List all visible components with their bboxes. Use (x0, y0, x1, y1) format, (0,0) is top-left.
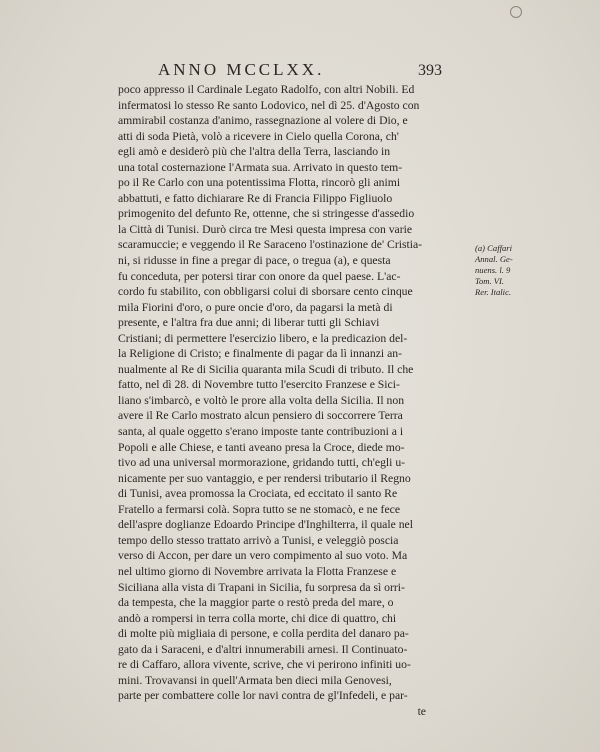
stain-mark (510, 6, 522, 18)
text-line: primogenito del defunto Re, ottenne, che si stringesse d'assedio (118, 207, 415, 221)
margin-note-line: Tom. VI. (475, 276, 505, 286)
text-line: fu conceduta, per potersi tirar con onore da quel paese. L'ac- (118, 269, 401, 283)
text-line: la Religione di Cristo; e finalmente di pagar da lì innanzi an- (118, 347, 402, 361)
text-line: di Tunisi, avea promossa la Crociata, ed eccitato il santo Re (118, 487, 398, 501)
text-line: la Città di Tunisi. Durò circa tre Mesi questa impresa con varie (118, 222, 413, 236)
text-line: abbattuti, e fatto dichiarare Re di Francia Filippo Figliuolo (118, 191, 393, 205)
catchword: te (417, 704, 426, 718)
margin-note-line: nuens. l. 9 (475, 265, 511, 275)
text-line: po il Re Carlo con una potentissima Flotta, rincorò gli animi (118, 176, 401, 190)
text-line: presente, e l'altra fra due anni; di liberar tutti gli Schiavi (118, 316, 380, 330)
text-line: tempo dello stesso trattato arrivò a Tunisi, e veleggiò poscia (118, 533, 399, 547)
text-line: tivo ad una universal mormorazione, gridando tutti, ch'egli u- (118, 456, 406, 470)
text-line: mini. Trovavansi in quell'Armata ben dieci mila Genovesi, (118, 673, 392, 687)
text-line: Siciliana alla vista di Trapani in Sicilia, fu sorpresa da sì orri- (118, 580, 405, 594)
text-line: nualmente al Re di Sicilia quaranta mila Scudi di tributo. Il che (118, 362, 414, 376)
text-line: mila Fiorini d'oro, o pure oncie d'oro, da pagarsi la metà di (118, 300, 393, 314)
body-text (118, 82, 446, 719)
running-head: ANNO MCCLXX. (158, 60, 325, 79)
text-line: gato da i Saraceni, e d'altri innumerabili arnesi. Il Continuato- (118, 642, 408, 656)
text-line: dell'aspre doglianze Edoardo Principe d'Inghilterra, il quale nel (118, 518, 413, 532)
text-line: Cristiani; di permettere l'esercizio libero, e la predicazion del- (118, 331, 408, 345)
text-line: liano s'imbarcò, e voltò le prore alla volta della Sicilia. Il non (118, 393, 405, 407)
text-line: infermatosi lo stesso Re santo Lodovico, nel dì 25. d'Agosto con (118, 98, 420, 112)
text-line: Popoli e alle Chiese, e tanti aveano presa la Croce, diede mo- (118, 440, 405, 454)
text-line: nel ultimo giorno di Novembre arrivata la Flotta Franzese e (118, 564, 397, 578)
text-line: avere il Re Carlo mostrato alcun pensiero di soccorrere Terra (118, 409, 403, 423)
margin-note (475, 243, 553, 298)
text-line: verso di Accon, per dare un vero compimento al suo voto. Ma (118, 549, 408, 563)
text-line: di molte più migliaia di persone, e colla perdita del danaro pa- (118, 627, 409, 641)
text-line: poco appresso il Cardinale Legato Radolfo, con altri Nobili. Ed (118, 83, 415, 96)
text-line: da tempesta, che la maggior parte o restò preda del mare, o (118, 596, 394, 610)
text-line: santa, al quale oggetto s'erano imposte tante contribuzioni a i (118, 425, 404, 439)
margin-note-line: (a) Caffari (475, 243, 513, 253)
text-line: Fratello a fermarsi colà. Sopra tutto se ne stomacò, e ne fece (118, 502, 401, 516)
text-line: parte per combattere colle lor navi contra de gl'Infedeli, e par- (118, 689, 408, 703)
margin-note-line: Annal. Ge- (475, 254, 513, 264)
text-line: egli amò e desiderò più che l'altra della Terra, lasciando in (118, 145, 391, 159)
text-line: atti di soda Pietà, volò a ricevere in Cielo quella Corona, ch' (118, 129, 399, 143)
margin-note-line: Rer. Italic. (475, 287, 512, 297)
text-line: cordo fu stabilito, con obbligarsi colui di sborsare cento cinque (118, 285, 413, 299)
text-line: ni, si ridusse in fine a pregar di pace, o tregua (a), e questa (118, 254, 391, 268)
text-line: re di Caffaro, allora vivente, scrive, che vi perirono infiniti uo- (118, 658, 411, 672)
page-number: 393 (418, 62, 442, 79)
text-line: fatto, nel dì 28. di Novembre tutto l'esercito Franzese e Sici- (118, 378, 400, 392)
text-line: scaramuccie; e veggendo il Re Saraceno l'ostinazione de' Cristia- (118, 238, 423, 252)
text-line: andò a rompersi in terra colla morte, chi dice di quattro, chi (118, 611, 397, 625)
text-line: nicamente per suo vantaggio, e per rendersi tributario il Regno (118, 471, 411, 485)
text-line: una total costernazione l'Armata sua. Arrivato in questo tem- (118, 160, 403, 174)
text-line: ammirabil costanza d'animo, rassegnazione al volere di Dio, e (118, 114, 408, 128)
